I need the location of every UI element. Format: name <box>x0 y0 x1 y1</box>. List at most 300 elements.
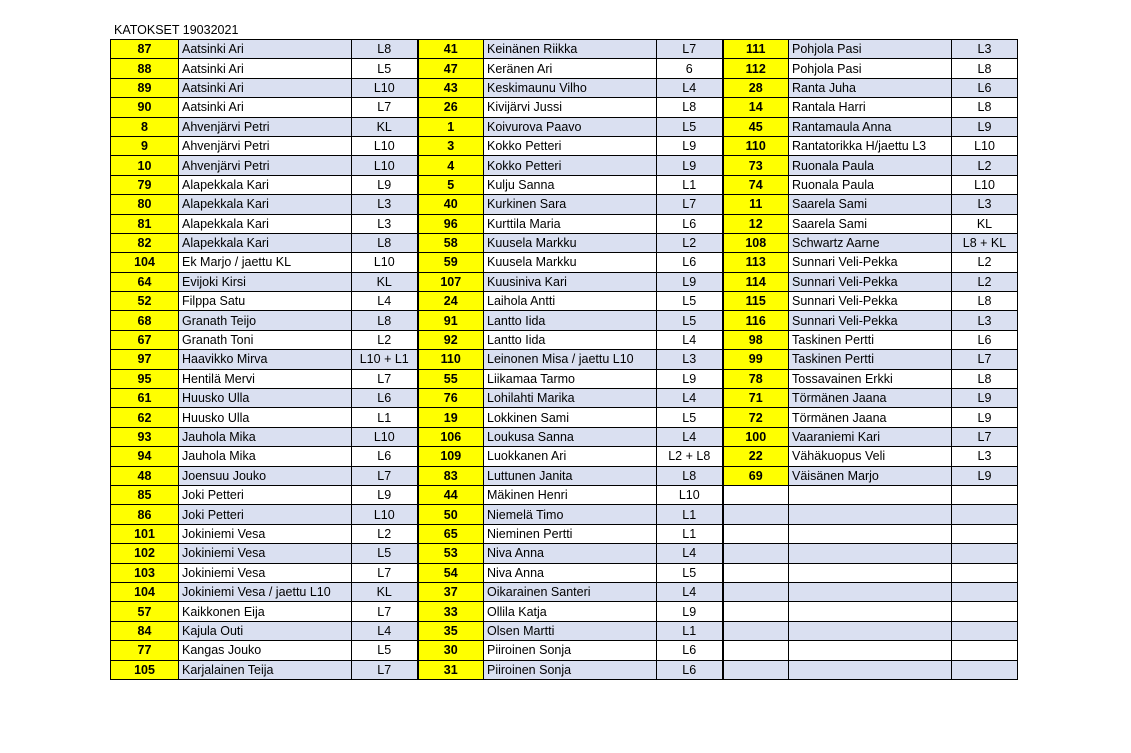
number-cell: 28 <box>723 78 789 97</box>
number-cell: 88 <box>111 59 179 78</box>
number-cell: 106 <box>418 427 484 446</box>
location-cell: KL <box>352 582 418 601</box>
location-cell: L9 <box>952 408 1018 427</box>
number-cell: 30 <box>418 641 484 660</box>
table-row <box>111 292 1018 311</box>
table-row <box>111 602 1018 621</box>
number-cell: 89 <box>111 78 179 97</box>
location-cell: KL <box>952 214 1018 233</box>
name-cell: Huusko Ulla <box>179 408 352 427</box>
number-cell <box>723 505 789 524</box>
number-cell: 98 <box>723 330 789 349</box>
table-row <box>111 660 1018 679</box>
number-cell <box>723 641 789 660</box>
number-cell: 58 <box>418 233 484 252</box>
table-row <box>111 582 1018 601</box>
table-row <box>111 505 1018 524</box>
number-cell: 44 <box>418 485 484 504</box>
name-cell: Lantto Iida <box>484 311 657 330</box>
table-row <box>111 117 1018 136</box>
number-cell: 110 <box>723 136 789 155</box>
table-row <box>111 544 1018 563</box>
name-cell: Tossavainen Erkki <box>789 369 952 388</box>
name-cell: Saarela Sami <box>789 195 952 214</box>
number-cell <box>723 602 789 621</box>
number-cell: 105 <box>111 660 179 679</box>
number-cell: 4 <box>418 156 484 175</box>
table-row <box>111 233 1018 252</box>
name-cell: Niva Anna <box>484 544 657 563</box>
number-cell <box>723 524 789 543</box>
number-cell: 72 <box>723 408 789 427</box>
table-row <box>111 40 1018 59</box>
number-cell: 1 <box>418 117 484 136</box>
name-cell: Jokiniemi Vesa <box>179 544 352 563</box>
name-cell: Törmänen Jaana <box>789 408 952 427</box>
name-cell: Rantamaula Anna <box>789 117 952 136</box>
location-cell <box>952 524 1018 543</box>
name-cell: Kajula Outi <box>179 621 352 640</box>
number-cell: 85 <box>111 485 179 504</box>
table-row <box>111 524 1018 543</box>
name-cell: Mäkinen Henri <box>484 485 657 504</box>
number-cell: 73 <box>723 156 789 175</box>
number-cell: 10 <box>111 156 179 175</box>
location-cell: L10 <box>352 427 418 446</box>
table-row <box>111 136 1018 155</box>
location-cell: L5 <box>657 117 723 136</box>
name-cell: Keskimaunu Vilho <box>484 78 657 97</box>
number-cell <box>723 582 789 601</box>
location-cell <box>952 602 1018 621</box>
number-cell: 78 <box>723 369 789 388</box>
location-cell: L5 <box>352 544 418 563</box>
table-row <box>111 98 1018 117</box>
table-row <box>111 408 1018 427</box>
location-cell: L6 <box>657 660 723 679</box>
number-cell: 59 <box>418 253 484 272</box>
number-cell: 100 <box>723 427 789 446</box>
name-cell: Granath Toni <box>179 330 352 349</box>
location-cell: L3 <box>952 447 1018 466</box>
name-cell: Jokiniemi Vesa <box>179 563 352 582</box>
name-cell: Sunnari Veli-Pekka <box>789 253 952 272</box>
location-cell: L6 <box>952 78 1018 97</box>
location-cell <box>952 505 1018 524</box>
location-cell <box>952 621 1018 640</box>
location-cell: L10 <box>352 136 418 155</box>
number-cell: 99 <box>723 350 789 369</box>
location-cell: L4 <box>352 292 418 311</box>
name-cell: Aatsinki Ari <box>179 98 352 117</box>
location-cell: L9 <box>657 136 723 155</box>
name-cell: Ahvenjärvi Petri <box>179 136 352 155</box>
name-cell <box>789 602 952 621</box>
name-cell <box>789 544 952 563</box>
number-cell: 31 <box>418 660 484 679</box>
location-cell: L8 <box>657 98 723 117</box>
location-cell: L4 <box>352 621 418 640</box>
table-row <box>111 311 1018 330</box>
name-cell: Väisänen Marjo <box>789 466 952 485</box>
location-cell: L5 <box>657 311 723 330</box>
number-cell: 41 <box>418 40 484 59</box>
name-cell: Kangas Jouko <box>179 641 352 660</box>
number-cell <box>723 485 789 504</box>
location-cell: L1 <box>657 175 723 194</box>
number-cell: 110 <box>418 350 484 369</box>
name-cell: Aatsinki Ari <box>179 59 352 78</box>
name-cell <box>789 621 952 640</box>
name-cell <box>789 563 952 582</box>
number-cell: 101 <box>111 524 179 543</box>
name-cell: Leinonen Misa / jaettu L10 <box>484 350 657 369</box>
location-cell: L8 <box>352 233 418 252</box>
number-cell: 26 <box>418 98 484 117</box>
location-cell: L7 <box>657 195 723 214</box>
name-cell <box>789 582 952 601</box>
number-cell: 83 <box>418 466 484 485</box>
number-cell: 107 <box>418 272 484 291</box>
name-cell: Nieminen Pertti <box>484 524 657 543</box>
location-cell: L10 <box>657 485 723 504</box>
name-cell: Aatsinki Ari <box>179 78 352 97</box>
name-cell: Alapekkala Kari <box>179 214 352 233</box>
number-cell: 95 <box>111 369 179 388</box>
number-cell: 52 <box>111 292 179 311</box>
number-cell: 35 <box>418 621 484 640</box>
location-cell <box>952 544 1018 563</box>
location-cell: 6 <box>657 59 723 78</box>
name-cell <box>789 660 952 679</box>
name-cell: Rantatorikka H/jaettu L3 <box>789 136 952 155</box>
number-cell: 53 <box>418 544 484 563</box>
number-cell: 43 <box>418 78 484 97</box>
number-cell: 71 <box>723 389 789 408</box>
name-cell: Saarela Sami <box>789 214 952 233</box>
location-cell: L7 <box>352 660 418 679</box>
location-cell: L8 <box>657 466 723 485</box>
number-cell: 50 <box>418 505 484 524</box>
name-cell: Piiroinen Sonja <box>484 660 657 679</box>
number-cell: 14 <box>723 98 789 117</box>
location-cell: L7 <box>952 427 1018 446</box>
location-cell: L4 <box>657 544 723 563</box>
table-row <box>111 350 1018 369</box>
number-cell <box>723 621 789 640</box>
location-cell: L9 <box>352 175 418 194</box>
location-cell: L8 <box>952 59 1018 78</box>
name-cell: Alapekkala Kari <box>179 195 352 214</box>
number-cell: 74 <box>723 175 789 194</box>
name-cell: Rantala Harri <box>789 98 952 117</box>
location-cell: L9 <box>352 485 418 504</box>
number-cell: 114 <box>723 272 789 291</box>
location-cell: L8 <box>952 369 1018 388</box>
name-cell: Vähäkuopus Veli <box>789 447 952 466</box>
name-cell: Schwartz Aarne <box>789 233 952 252</box>
name-cell: Niva Anna <box>484 563 657 582</box>
number-cell: 76 <box>418 389 484 408</box>
number-cell: 37 <box>418 582 484 601</box>
name-cell: Sunnari Veli-Pekka <box>789 272 952 291</box>
location-cell: L9 <box>657 602 723 621</box>
location-cell: L8 <box>952 98 1018 117</box>
location-cell: L1 <box>657 621 723 640</box>
table-row <box>111 485 1018 504</box>
location-cell: L7 <box>657 40 723 59</box>
number-cell: 90 <box>111 98 179 117</box>
number-cell: 102 <box>111 544 179 563</box>
location-cell: KL <box>352 117 418 136</box>
number-cell: 115 <box>723 292 789 311</box>
name-cell: Vaaraniemi Kari <box>789 427 952 446</box>
roster-table <box>110 39 1018 680</box>
name-cell: Alapekkala Kari <box>179 175 352 194</box>
location-cell: L4 <box>657 427 723 446</box>
name-cell: Joensuu Jouko <box>179 466 352 485</box>
number-cell: 65 <box>418 524 484 543</box>
location-cell: L7 <box>352 466 418 485</box>
name-cell: Ruonala Paula <box>789 175 952 194</box>
location-cell: L4 <box>657 582 723 601</box>
number-cell: 55 <box>418 369 484 388</box>
table-row <box>111 214 1018 233</box>
location-cell: L8 <box>952 292 1018 311</box>
name-cell: Joki Petteri <box>179 485 352 504</box>
name-cell <box>789 641 952 660</box>
name-cell: Kaikkonen Eija <box>179 602 352 621</box>
location-cell: L4 <box>657 78 723 97</box>
name-cell: Lokkinen Sami <box>484 408 657 427</box>
number-cell: 12 <box>723 214 789 233</box>
name-cell: Jokiniemi Vesa <box>179 524 352 543</box>
name-cell: Olsen Martti <box>484 621 657 640</box>
location-cell: L5 <box>352 641 418 660</box>
location-cell: L8 <box>352 311 418 330</box>
name-cell <box>789 505 952 524</box>
number-cell <box>723 544 789 563</box>
location-cell: L5 <box>657 408 723 427</box>
name-cell: Ruonala Paula <box>789 156 952 175</box>
location-cell: L7 <box>352 602 418 621</box>
name-cell: Luttunen Janita <box>484 466 657 485</box>
location-cell: L2 <box>657 233 723 252</box>
location-cell: L10 <box>952 175 1018 194</box>
name-cell: Laihola Antti <box>484 292 657 311</box>
name-cell: Kurttila Maria <box>484 214 657 233</box>
location-cell <box>952 660 1018 679</box>
table-row <box>111 59 1018 78</box>
location-cell: L3 <box>952 311 1018 330</box>
number-cell: 116 <box>723 311 789 330</box>
name-cell <box>789 524 952 543</box>
location-cell: L3 <box>352 195 418 214</box>
name-cell: Kurkinen Sara <box>484 195 657 214</box>
table-row <box>111 272 1018 291</box>
name-cell: Niemelä Timo <box>484 505 657 524</box>
location-cell: L2 <box>952 253 1018 272</box>
name-cell: Koivurova Paavo <box>484 117 657 136</box>
location-cell: L10 <box>352 505 418 524</box>
number-cell: 22 <box>723 447 789 466</box>
location-cell: L6 <box>952 330 1018 349</box>
name-cell: Kuusela Markku <box>484 253 657 272</box>
number-cell: 64 <box>111 272 179 291</box>
location-cell: L10 <box>352 253 418 272</box>
location-cell: KL <box>352 272 418 291</box>
location-cell: L8 <box>352 40 418 59</box>
location-cell: L1 <box>657 524 723 543</box>
document-title: KATOKSET 19032021 <box>114 23 239 37</box>
name-cell: Kuusela Markku <box>484 233 657 252</box>
name-cell: Pohjola Pasi <box>789 40 952 59</box>
number-cell: 8 <box>111 117 179 136</box>
name-cell: Kokko Petteri <box>484 156 657 175</box>
location-cell: L8 + KL <box>952 233 1018 252</box>
name-cell: Kivijärvi Jussi <box>484 98 657 117</box>
number-cell: 91 <box>418 311 484 330</box>
location-cell: L10 + L1 <box>352 350 418 369</box>
table-row <box>111 78 1018 97</box>
number-cell: 94 <box>111 447 179 466</box>
name-cell: Karjalainen Teija <box>179 660 352 679</box>
location-cell: L10 <box>352 156 418 175</box>
location-cell: L5 <box>657 563 723 582</box>
number-cell: 92 <box>418 330 484 349</box>
location-cell: L9 <box>657 156 723 175</box>
name-cell: Joki Petteri <box>179 505 352 524</box>
name-cell: Ollila Katja <box>484 602 657 621</box>
location-cell: L6 <box>352 447 418 466</box>
name-cell: Hentilä Mervi <box>179 369 352 388</box>
number-cell: 104 <box>111 253 179 272</box>
name-cell: Alapekkala Kari <box>179 233 352 252</box>
location-cell <box>952 582 1018 601</box>
name-cell: Jokiniemi Vesa / jaettu L10 <box>179 582 352 601</box>
location-cell: L6 <box>657 214 723 233</box>
location-cell: L1 <box>657 505 723 524</box>
number-cell: 109 <box>418 447 484 466</box>
number-cell: 54 <box>418 563 484 582</box>
location-cell: L3 <box>952 40 1018 59</box>
table-row <box>111 621 1018 640</box>
name-cell: Keränen Ari <box>484 59 657 78</box>
name-cell: Piiroinen Sonja <box>484 641 657 660</box>
name-cell: Ek Marjo / jaettu KL <box>179 253 352 272</box>
table-row <box>111 641 1018 660</box>
location-cell: L4 <box>657 330 723 349</box>
number-cell: 5 <box>418 175 484 194</box>
number-cell <box>723 563 789 582</box>
table-row <box>111 447 1018 466</box>
number-cell: 33 <box>418 602 484 621</box>
table-row <box>111 253 1018 272</box>
location-cell: L9 <box>657 369 723 388</box>
number-cell <box>723 660 789 679</box>
location-cell <box>952 563 1018 582</box>
name-cell: Ahvenjärvi Petri <box>179 156 352 175</box>
number-cell: 96 <box>418 214 484 233</box>
name-cell: Pohjola Pasi <box>789 59 952 78</box>
location-cell: L10 <box>952 136 1018 155</box>
location-cell: L6 <box>657 253 723 272</box>
table-row <box>111 563 1018 582</box>
name-cell: Haavikko Mirva <box>179 350 352 369</box>
location-cell: L6 <box>352 389 418 408</box>
location-cell: L9 <box>657 272 723 291</box>
table-row <box>111 156 1018 175</box>
location-cell: L3 <box>352 214 418 233</box>
location-cell: L4 <box>657 389 723 408</box>
name-cell: Sunnari Veli-Pekka <box>789 311 952 330</box>
location-cell: L7 <box>352 98 418 117</box>
number-cell: 113 <box>723 253 789 272</box>
number-cell: 67 <box>111 330 179 349</box>
location-cell: L1 <box>352 408 418 427</box>
table-row <box>111 427 1018 446</box>
number-cell: 80 <box>111 195 179 214</box>
name-cell: Taskinen Pertti <box>789 330 952 349</box>
location-cell: L7 <box>352 563 418 582</box>
number-cell: 104 <box>111 582 179 601</box>
location-cell: L5 <box>657 292 723 311</box>
name-cell: Kokko Petteri <box>484 136 657 155</box>
number-cell: 40 <box>418 195 484 214</box>
number-cell: 103 <box>111 563 179 582</box>
name-cell: Loukusa Sanna <box>484 427 657 446</box>
name-cell: Luokkanen Ari <box>484 447 657 466</box>
location-cell: L5 <box>352 59 418 78</box>
number-cell: 24 <box>418 292 484 311</box>
name-cell: Lantto Iida <box>484 330 657 349</box>
number-cell: 19 <box>418 408 484 427</box>
table-row <box>111 330 1018 349</box>
number-cell: 3 <box>418 136 484 155</box>
name-cell: Filppa Satu <box>179 292 352 311</box>
number-cell: 97 <box>111 350 179 369</box>
number-cell: 45 <box>723 117 789 136</box>
name-cell: Jauhola Mika <box>179 427 352 446</box>
location-cell: L3 <box>952 195 1018 214</box>
location-cell: L9 <box>952 389 1018 408</box>
number-cell: 82 <box>111 233 179 252</box>
number-cell: 93 <box>111 427 179 446</box>
table-row <box>111 175 1018 194</box>
location-cell: L2 <box>952 272 1018 291</box>
location-cell: L2 <box>352 330 418 349</box>
number-cell: 11 <box>723 195 789 214</box>
location-cell: L7 <box>952 350 1018 369</box>
number-cell: 87 <box>111 40 179 59</box>
location-cell: L9 <box>952 466 1018 485</box>
location-cell: L9 <box>952 117 1018 136</box>
location-cell <box>952 485 1018 504</box>
number-cell: 9 <box>111 136 179 155</box>
name-cell: Lohilahti Marika <box>484 389 657 408</box>
location-cell: L2 <box>352 524 418 543</box>
number-cell: 61 <box>111 389 179 408</box>
location-cell: L6 <box>657 641 723 660</box>
location-cell <box>952 641 1018 660</box>
name-cell: Evijoki Kirsi <box>179 272 352 291</box>
name-cell: Taskinen Pertti <box>789 350 952 369</box>
name-cell: Törmänen Jaana <box>789 389 952 408</box>
location-cell: L2 + L8 <box>657 447 723 466</box>
name-cell: Liikamaa Tarmo <box>484 369 657 388</box>
number-cell: 57 <box>111 602 179 621</box>
number-cell: 48 <box>111 466 179 485</box>
